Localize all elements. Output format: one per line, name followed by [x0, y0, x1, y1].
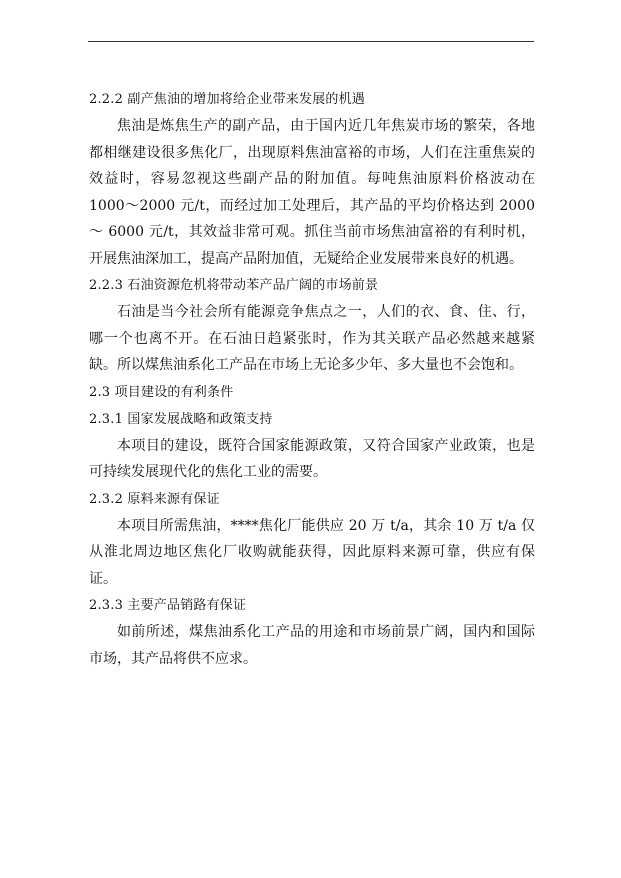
section-heading-2-3: 2.3 项目建设的有利条件 — [89, 384, 234, 400]
document-body — [89, 86, 535, 672]
section-paragraph-2-3-3: 如前所述，煤焦油系化工产品的用途和市场前景广阔，国内和国际市场，其产品将供不应求。 — [89, 624, 535, 667]
section-heading-2-2-2: 2.2.2 副产焦油的增加将给企业带来发展的机遇 — [89, 92, 366, 107]
section-paragraph-2-2-2: 焦油是炼焦生产的副产品，由于国内近几年焦炭市场的繁荣，各地都相继建设很多焦化厂，出现原料焦油富裕的市场，人们在注重焦炭的效益时，容易忽视这些副产品的附加值。每吨焦油原料价格波动在 1000～2000 元/t，而经过加工处理后，其产品的平均价格达到 2000～ 6000 元/t，其效益非常可观。抓住当前市场焦油富裕的有利时机，开展焦油深加工，提高产品附加值，无疑给企业发展带来良好的机遇。 — [89, 118, 535, 267]
section-heading-2-2-3: 2.2.3 石油资源危机将带动苯产品广阔的市场前景 — [89, 278, 379, 293]
section-paragraph-2-3-2: 本项目所需焦油，****焦化厂能供应 20 万 t/a，其余 10 万 t/a 仅从淮北周边地区焦化厂收购就能获得，因此原料来源可靠，供应有保证。 — [89, 517, 535, 587]
section-heading-2-3-2: 2.3.2 原料来源有保证 — [89, 491, 220, 507]
header-rule — [88, 41, 534, 42]
section-paragraph-2-3-1: 本项目的建设，既符合国家能源政策，又符合国家产业政策，也是可持续发展现代化的焦化工业的需要。 — [89, 437, 535, 480]
section-heading-2-3-1: 2.3.1 国家发展战略和政策支持 — [89, 411, 273, 427]
section-paragraph-2-2-3: 石油是当今社会所有能源竞争焦点之一，人们的衣、食、住、行，哪一个也离不开。在石油日趋紧张时，作为其关联产品必然越来越紧缺。所以煤焦油系化工产品在市场上无论多少年、多大量也不会饱和。 — [89, 304, 535, 373]
section-heading-2-3-3: 2.3.3 主要产品销路有保证 — [89, 598, 247, 613]
